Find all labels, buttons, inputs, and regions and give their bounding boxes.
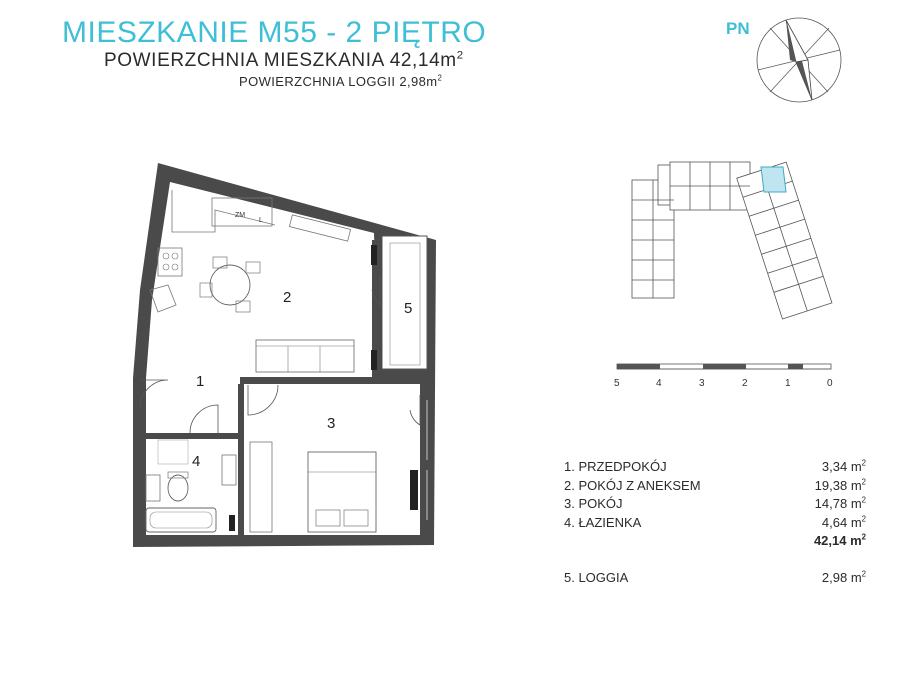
scale-label-0: 0 [827, 378, 833, 389]
legend-room-name: 3. POKÓJ [564, 496, 623, 511]
north-label: PN [726, 19, 750, 38]
loggia-area-unit: 2 [437, 73, 443, 83]
room-1-label: 1 [196, 373, 205, 390]
legend-room-name: 1. PRZEDPOKÓJ [564, 459, 667, 474]
room-3-label: 3 [327, 415, 336, 432]
legend-room-name: 2. POKÓJ Z ANEKSEM [564, 477, 701, 493]
legend-room-area: 14,78 $m^2$ [814, 495, 866, 511]
legend-row [564, 514, 866, 533]
room-5-label: 5 [404, 300, 413, 317]
legend-total-row [564, 532, 866, 551]
legend-loggia-name: 5. LOGGIA [564, 569, 629, 585]
scale-label-5: 5 [614, 378, 620, 389]
scale-bar [614, 364, 833, 389]
scale-label-1: 1 [785, 378, 791, 389]
washer-label: L [259, 217, 263, 224]
loggia-area-text: POWIERZCHNIA LOGGII 2,98m [239, 74, 438, 89]
legend-loggia-area: 2,98 $m^2$ [821, 569, 866, 585]
wall-bathroom-top [146, 433, 242, 439]
legend-row [564, 495, 866, 514]
area-legend [564, 458, 866, 587]
scale-label-2: 2 [742, 378, 748, 389]
apartment-area-text: POWIERZCHNIA MIESZKANIA 42,14m [104, 50, 457, 71]
fridge-label: ZM [235, 212, 246, 219]
apartment-highlight [761, 167, 786, 192]
scale-label-3: 3 [699, 378, 705, 389]
legend-room-area: 19,38 $m^2$ [814, 477, 866, 493]
wall-bathroom-side [238, 384, 244, 536]
legend-row [564, 458, 866, 477]
legend-room-area: 3,34 $m^2$ [821, 458, 866, 474]
legend-room-name: 4. ŁAZIENKA [564, 514, 642, 530]
wall-hall-room3 [240, 377, 422, 384]
page-title: MIESZKANIE M55 - 2 PIĘTRO [62, 16, 487, 49]
room-2-label: 2 [283, 289, 292, 306]
north-arrow-icon [757, 18, 841, 102]
room-4-label: 4 [192, 453, 201, 470]
key-plan [632, 162, 832, 319]
legend-row [564, 477, 866, 496]
legend-loggia-row [564, 569, 866, 588]
scale-label-4: 4 [656, 378, 662, 389]
apartment-area-unit: 2 [456, 49, 464, 62]
legend-total-area: 42,14 $m^2$ [813, 532, 866, 548]
legend-room-area: 4,64 $m^2$ [821, 514, 866, 530]
floor-plan [133, 163, 436, 547]
